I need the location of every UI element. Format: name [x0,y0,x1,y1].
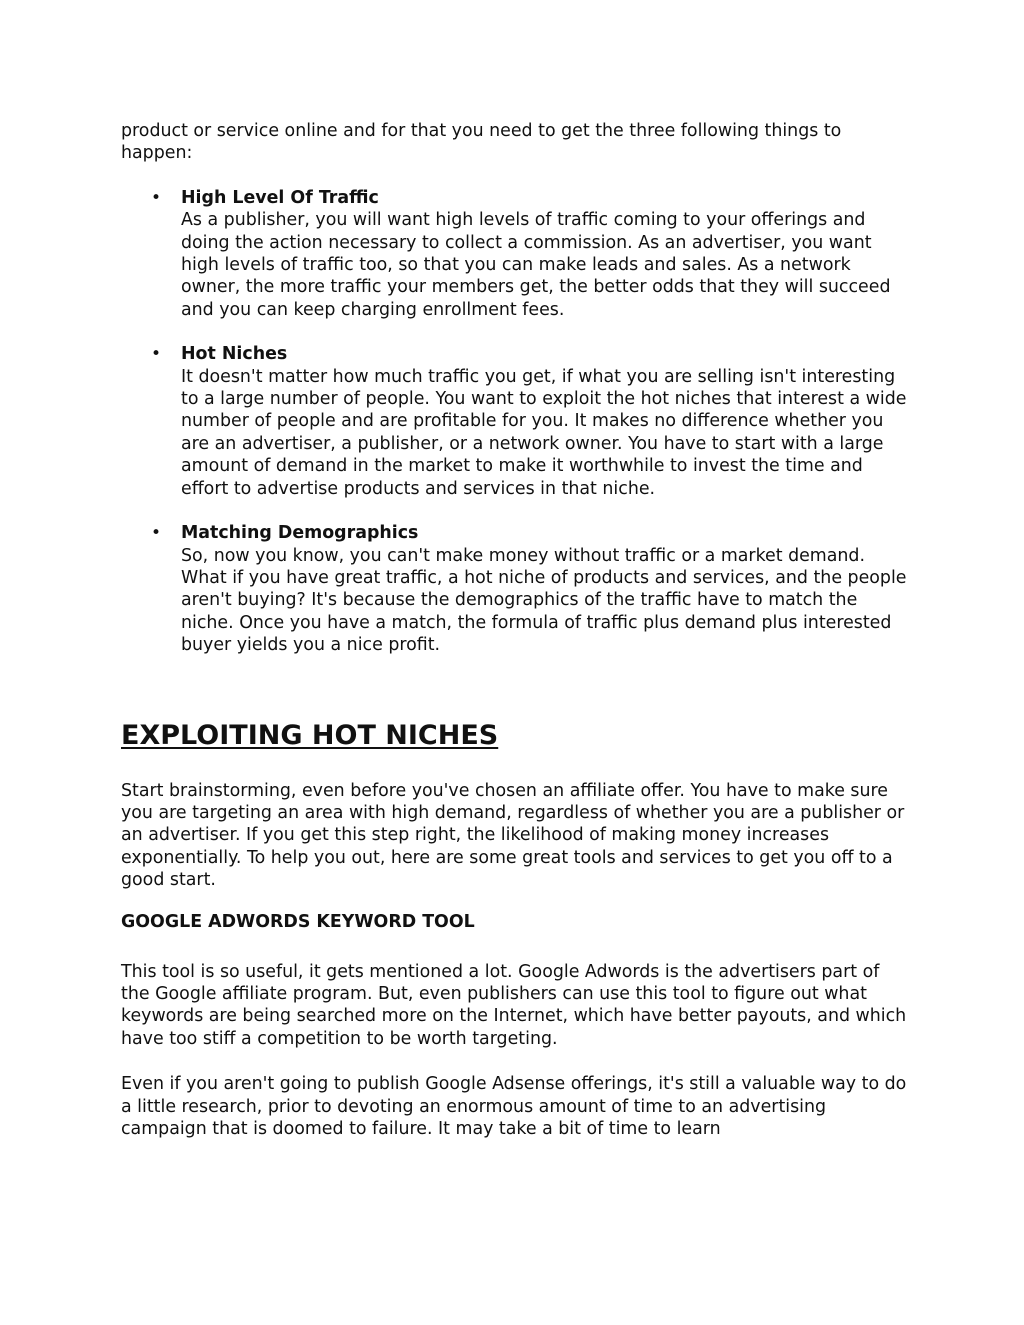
list-item [121,343,911,500]
document-page [121,120,911,1140]
subsection-heading: GOOGLE ADWORDS KEYWORD TOOL [121,911,475,932]
list-item [121,522,911,656]
list-item-body: So, now you know, you can't make money without traffic or a market demand. What if you have great traffic, a hot niche of products and services, and the people aren't buying? It's because the demographics of the traffic have to match the niche. Once you have a match, the formula of traffic plus demand plus interested buyer yields you a nice profit. [181,545,907,656]
bullet-icon: • [151,344,162,365]
section-paragraph: Start brainstorming, even before you've chosen an affiliate offer. You have to make sure you are targeting an area with high demand, regardless of whether you are a publisher or an advertiser. If you get this step right, the likelihood of making money increases exponentially. To help you out, here are some great tools and services to get you off to a good start. [121,780,905,891]
list-item-title: High Level Of Traffic [181,187,379,208]
bullet-icon: • [151,187,162,208]
subsection-paragraph: This tool is so useful, it gets mentioned a lot. Google Adwords is the advertisers part of the Google affiliate program. But, even publishers can use this tool to figure out what keywords are being searched more on the Internet, which have better payouts, and which have too stiff a competition to be worth targeting. [121,961,907,1049]
bullet-icon: • [151,523,162,544]
list-item-title: Matching Demographics [181,523,419,544]
intro-paragraph: product or service online and for that you need to get the three following things to happen: [121,121,842,164]
list-item-body: It doesn't matter how much traffic you get, if what you are selling isn't interesting to a large number of people. You want to exploit the hot niches that interest a wide number of people and are profitable for you. It makes no difference whether you are an advertiser, a publisher, or a network owner. You have to start with a large amount of demand in the market to make it worthwhile to invest the time and effort to advertise products and services in that niche. [181,366,907,499]
subsection-paragraph: Even if you aren't going to publish Google Adsense offerings, it's still a valuable way to do a little research, prior to devoting an enormous amount of time to an advertising campaign that is doomed to failure. It may take a bit of time to learn [121,1074,907,1139]
list-item-body: As a publisher, you will want high levels of traffic coming to your offerings and doing the action necessary to collect a commission. As an advertiser, you want high levels of traffic too, so that you can make leads and sales. As a network owner, the more traffic your members get, the better odds that they will succeed and you can keep charging enrollment fees. [181,210,891,320]
section-heading: EXPLOITING HOT NICHES [121,719,499,751]
list-item [121,187,911,321]
list-item-title: Hot Niches [181,344,288,365]
requirements-list [121,187,911,657]
